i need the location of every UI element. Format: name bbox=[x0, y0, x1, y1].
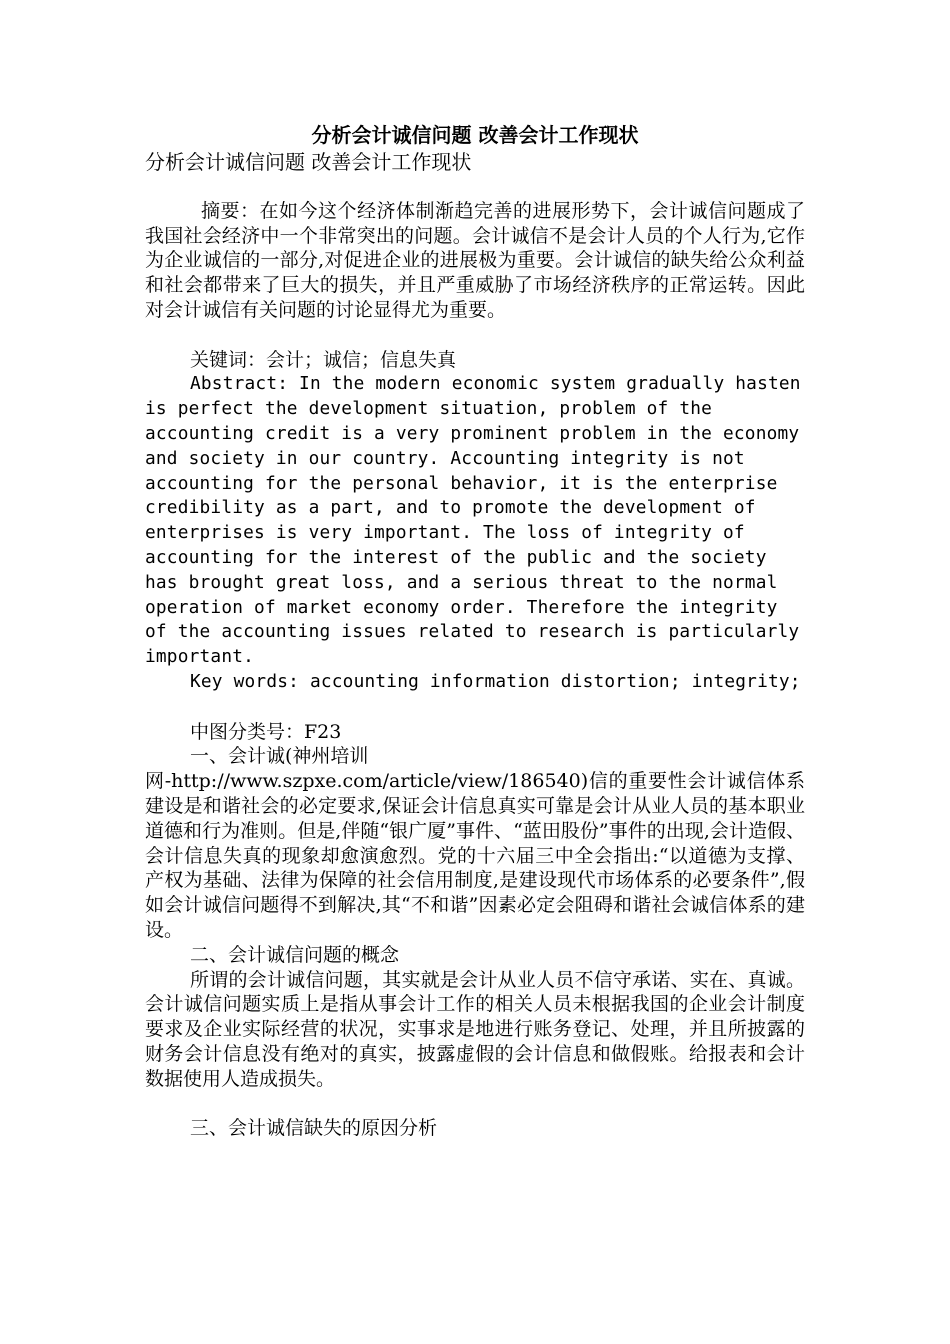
spacer bbox=[145, 174, 805, 199]
section-1-heading: 一、会计诚(神州培训 bbox=[190, 745, 369, 768]
spacer bbox=[145, 695, 805, 720]
abstract-en: Abstract: In the modern economic system gradually hasten is perfect the development situation, problem of the accounting credit is a very prominent problem in the economy and society in our country. Accounting integrity is not accounting for the personal behavior, it is the enterprise credibility as a part, and to promote the development of enterprises is very important. The loss of integrity of accounting for the interest of the public and the society has brought great loss, and a serious threat to the normal operation of market economy order. Therefore the integrity of the accounting issues related to research is particularly important. bbox=[145, 373, 801, 668]
section-3-heading: 三、会计诚信缺失的原因分析 bbox=[190, 1117, 438, 1140]
keywords-cn: 关键词：会计；诚信；信息失真 bbox=[190, 348, 457, 371]
abstract-cn: 摘要：在如今这个经济体制渐趋完善的进展形势下，会计诚信问题成了我国社会经济中一个非常突出的问题。会计诚信不是会计人员的个人行为,它作为企业诚信的一部分,对促进企业的进展极为重要。会计诚信的缺失给公众利益和社会都带来了巨大的损失，并且严重威胁了市场经济秩序的正常运转。因此对会计诚信有关问题的讨论显得尤为重要。 bbox=[145, 199, 805, 321]
document-title: 分析会计诚信问题 改善会计工作现状 bbox=[311, 123, 639, 147]
section-2-body: 所谓的会计诚信问题，其实就是会计从业人员不信守承诺、实在、真诚。会计诚信问题实质上是指从事会计工作的相关人员未根据我国的企业会计制度要求及企业实际经营的状况，实事求是地进行账务登记、处理，并且所披露的财务会计信息没有绝对的真实，披露虚假的会计信息和做假账。给报表和会计数据使用人造成损失。 bbox=[145, 968, 805, 1090]
section-1-body: 网-http://www.szpxe.com/article/view/186540)信的重要性会计诚信体系建设是和谐社会的必定要求,保证会计信息真实可靠是会计从业人员的基本职业道德和行为准则。但是,伴随“银广厦”事件、“蓝田股份”事件的出现,会计造假、会计信息失真的现象却愈演愈烈。党的十六届三中全会指出:“以道德为支撑、产权为基础、法律为保障的社会信用制度,是建设现代市场体系的必要条件”,假如会计诚信问题得不到解决,其“不和谐”因素必定会阻碍和谐社会诚信体系的建设。 bbox=[145, 770, 805, 941]
spacer bbox=[145, 1091, 805, 1116]
document-subtitle: 分析会计诚信问题 改善会计工作现状 bbox=[145, 150, 472, 174]
document-page bbox=[145, 120, 805, 1141]
keywords-en: Key words: accounting information distortion; integrity; bbox=[190, 670, 801, 692]
section-2-heading: 二、会计诚信问题的概念 bbox=[190, 943, 400, 966]
classification-number: 中图分类号：F23 bbox=[190, 720, 342, 743]
spacer bbox=[145, 323, 805, 348]
